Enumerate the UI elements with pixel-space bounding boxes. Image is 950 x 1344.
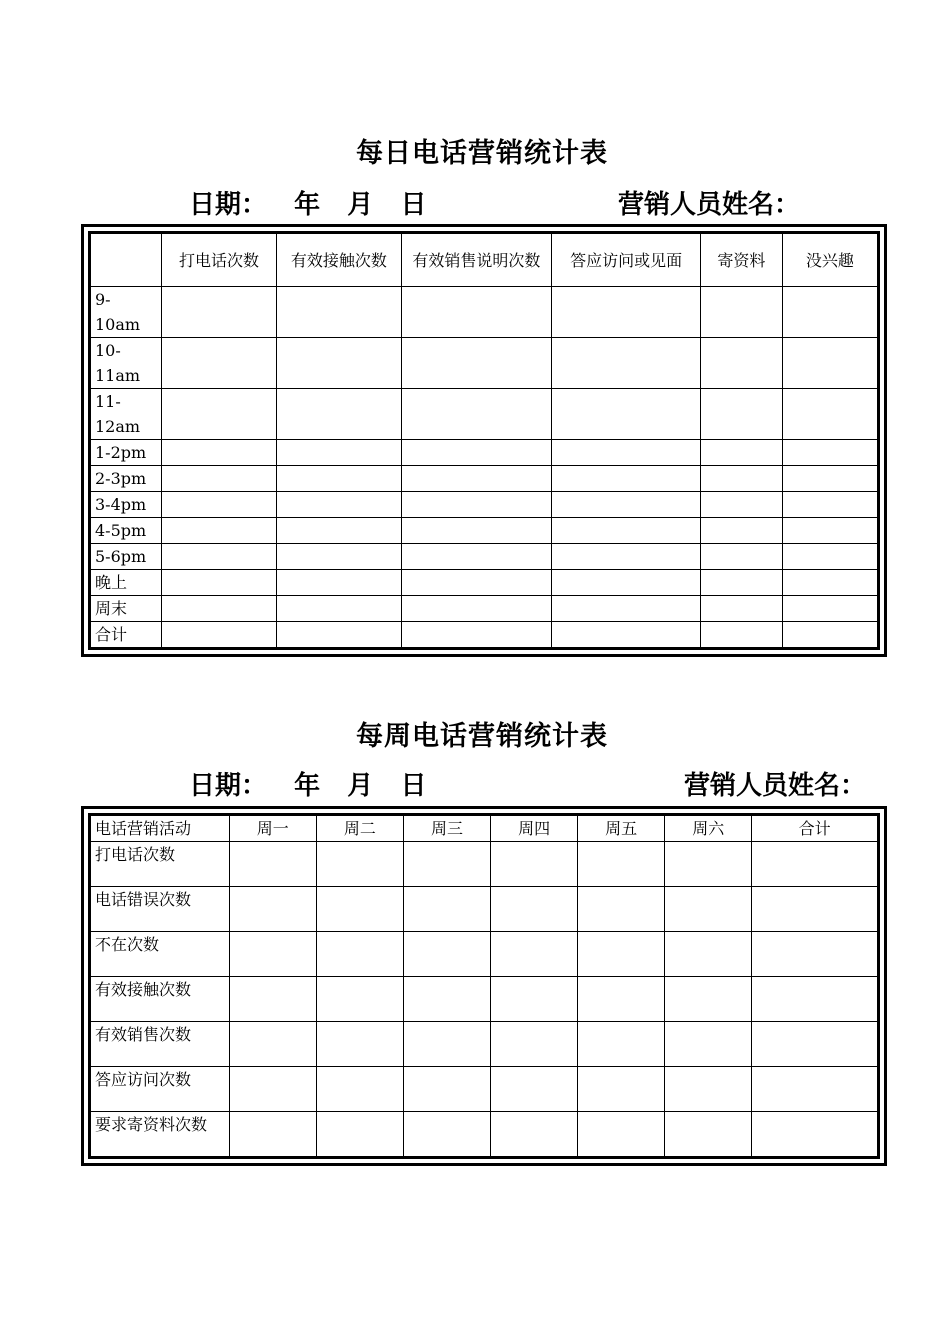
weekly-entry-cell[interactable]: [316, 1067, 403, 1112]
daily-entry-cell[interactable]: [161, 338, 276, 389]
daily-entry-cell[interactable]: [401, 389, 552, 440]
weekly-entry-cell[interactable]: [665, 1067, 752, 1112]
daily-table-row: [90, 622, 879, 649]
daily-entry-cell[interactable]: [161, 440, 276, 466]
daily-entry-cell[interactable]: [401, 287, 552, 338]
weekly-entry-cell[interactable]: [403, 1022, 490, 1067]
daily-table-row: [90, 570, 879, 596]
daily-entry-cell[interactable]: [700, 287, 782, 338]
weekly-entry-cell[interactable]: [578, 842, 665, 887]
daily-header-corner: [90, 233, 162, 287]
daily-entry-cell[interactable]: [277, 518, 401, 544]
weekly-activity-label: 有效接触次数: [90, 977, 230, 1022]
daily-entry-cell[interactable]: [552, 570, 701, 596]
weekly-entry-cell[interactable]: [578, 887, 665, 932]
daily-time-slot-label: 4-5pm: [90, 518, 162, 544]
daily-entry-cell[interactable]: [700, 518, 782, 544]
daily-entry-cell[interactable]: [552, 492, 701, 518]
weekly-entry-cell[interactable]: [665, 1022, 752, 1067]
daily-entry-cell[interactable]: [401, 570, 552, 596]
weekly-entry-cell[interactable]: [665, 977, 752, 1022]
daily-time-slot-label: 合计: [90, 622, 162, 649]
daily-table-row: [90, 466, 879, 492]
weekly-entry-cell[interactable]: [229, 1022, 316, 1067]
daily-entry-cell[interactable]: [552, 596, 701, 622]
daily-entry-cell[interactable]: [161, 622, 276, 649]
weekly-entry-cell[interactable]: [316, 1022, 403, 1067]
daily-entry-cell[interactable]: [700, 596, 782, 622]
weekly-entry-cell[interactable]: [752, 977, 879, 1022]
weekly-entry-cell[interactable]: [665, 932, 752, 977]
daily-time-slot-label: 11- 12am: [90, 389, 162, 440]
daily-entry-cell[interactable]: [277, 570, 401, 596]
weekly-entry-cell[interactable]: [752, 887, 879, 932]
daily-entry-cell[interactable]: [401, 518, 552, 544]
weekly-entry-cell[interactable]: [752, 1112, 879, 1158]
weekly-entry-cell[interactable]: [316, 842, 403, 887]
weekly-entry-cell[interactable]: [316, 932, 403, 977]
daily-stats-table: [81, 224, 887, 657]
daily-entry-cell[interactable]: [700, 622, 782, 649]
daily-table-row: [90, 596, 879, 622]
weekly-table-row: [90, 1022, 879, 1067]
daily-entry-cell[interactable]: [782, 518, 878, 544]
daily-entry-cell[interactable]: [161, 287, 276, 338]
daily-entry-cell[interactable]: [700, 440, 782, 466]
weekly-entry-cell[interactable]: [316, 1112, 403, 1158]
daily-table-row: [90, 518, 879, 544]
weekly-entry-cell[interactable]: [403, 932, 490, 977]
weekly-entry-cell[interactable]: [403, 887, 490, 932]
weekly-entry-cell[interactable]: [752, 932, 879, 977]
daily-entry-cell[interactable]: [782, 440, 878, 466]
daily-table-row: [90, 287, 879, 338]
daily-header-contacts: 有效接触次数: [277, 233, 401, 287]
weekly-table-row: [90, 1112, 879, 1158]
weekly-entry-cell[interactable]: [752, 842, 879, 887]
daily-entry-cell[interactable]: [782, 338, 878, 389]
daily-entry-cell[interactable]: [277, 338, 401, 389]
weekly-table-row: [90, 977, 879, 1022]
weekly-activity-label: 答应访问次数: [90, 1067, 230, 1112]
daily-header-not-interested: 没兴趣: [782, 233, 878, 287]
daily-entry-cell[interactable]: [161, 544, 276, 570]
weekly-header-total: 合计: [752, 815, 879, 842]
daily-entry-cell[interactable]: [401, 596, 552, 622]
daily-entry-cell[interactable]: [552, 338, 701, 389]
weekly-header-thu: 周四: [491, 815, 578, 842]
daily-table-row: [90, 389, 879, 440]
weekly-entry-cell[interactable]: [403, 842, 490, 887]
daily-entry-cell[interactable]: [161, 570, 276, 596]
weekly-entry-cell[interactable]: [229, 977, 316, 1022]
weekly-entry-cell[interactable]: [229, 887, 316, 932]
daily-header-row: [90, 233, 879, 287]
daily-title: 每日电话营销统计表: [356, 138, 608, 169]
daily-entry-cell[interactable]: [277, 544, 401, 570]
weekly-entry-cell[interactable]: [229, 842, 316, 887]
weekly-table-row: [90, 1067, 879, 1112]
daily-time-slot-label: 周末: [90, 596, 162, 622]
daily-entry-cell[interactable]: [700, 492, 782, 518]
daily-entry-cell[interactable]: [552, 466, 701, 492]
daily-entry-cell[interactable]: [277, 440, 401, 466]
weekly-entry-cell[interactable]: [752, 1022, 879, 1067]
daily-entry-cell[interactable]: [161, 389, 276, 440]
daily-time-slot-label: 10- 11am: [90, 338, 162, 389]
weekly-entry-cell[interactable]: [229, 1112, 316, 1158]
daily-table-row: [90, 440, 879, 466]
weekly-entry-cell[interactable]: [403, 1112, 490, 1158]
daily-entry-cell[interactable]: [782, 570, 878, 596]
weekly-table-row: [90, 887, 879, 932]
weekly-entry-cell[interactable]: [403, 977, 490, 1022]
weekly-date-label: 日期： 年 月 日: [189, 771, 427, 801]
weekly-header-activity: 电话营销活动: [90, 815, 230, 842]
weekly-header-row: [90, 815, 879, 842]
daily-entry-cell[interactable]: [401, 544, 552, 570]
daily-entry-cell[interactable]: [277, 389, 401, 440]
daily-entry-cell[interactable]: [782, 389, 878, 440]
weekly-entry-cell[interactable]: [491, 932, 578, 977]
daily-entry-cell[interactable]: [782, 622, 878, 649]
daily-entry-cell[interactable]: [401, 466, 552, 492]
daily-entry-cell[interactable]: [161, 466, 276, 492]
daily-entry-cell[interactable]: [782, 492, 878, 518]
daily-entry-cell[interactable]: [552, 389, 701, 440]
weekly-entry-cell[interactable]: [665, 1112, 752, 1158]
daily-entry-cell[interactable]: [700, 338, 782, 389]
weekly-header-wed: 周三: [403, 815, 490, 842]
daily-entry-cell[interactable]: [277, 287, 401, 338]
daily-entry-cell[interactable]: [161, 492, 276, 518]
weekly-entry-cell[interactable]: [578, 1067, 665, 1112]
weekly-header-fri: 周五: [578, 815, 665, 842]
weekly-entry-cell[interactable]: [491, 1022, 578, 1067]
daily-entry-cell[interactable]: [552, 287, 701, 338]
weekly-header-tue: 周二: [316, 815, 403, 842]
daily-table-row: [90, 338, 879, 389]
weekly-staff-name-label: 营销人员姓名：: [684, 771, 867, 801]
weekly-entry-cell[interactable]: [578, 977, 665, 1022]
daily-header-presentations: 有效销售说明次数: [401, 233, 552, 287]
daily-entry-cell[interactable]: [552, 518, 701, 544]
daily-header-calls: 打电话次数: [161, 233, 276, 287]
daily-entry-cell[interactable]: [700, 389, 782, 440]
daily-staff-name-label: 营销人员姓名：: [618, 190, 801, 220]
weekly-entry-cell[interactable]: [578, 932, 665, 977]
daily-entry-cell[interactable]: [161, 596, 276, 622]
daily-entry-cell[interactable]: [277, 596, 401, 622]
weekly-table-row: [90, 842, 879, 887]
daily-date-label: 日期： 年 月 日: [189, 190, 427, 220]
daily-entry-cell[interactable]: [277, 622, 401, 649]
weekly-entry-cell[interactable]: [403, 1067, 490, 1112]
weekly-entry-cell[interactable]: [578, 1022, 665, 1067]
weekly-title: 每周电话营销统计表: [356, 721, 608, 752]
weekly-activity-label: 有效销售次数: [90, 1022, 230, 1067]
daily-entry-cell[interactable]: [700, 570, 782, 596]
weekly-header-sat: 周六: [665, 815, 752, 842]
weekly-entry-cell[interactable]: [578, 1112, 665, 1158]
weekly-stats-table: [81, 806, 887, 1166]
weekly-activity-label: 电话错误次数: [90, 887, 230, 932]
daily-entry-cell[interactable]: [552, 440, 701, 466]
weekly-entry-cell[interactable]: [491, 1067, 578, 1112]
daily-time-slot-label: 3-4pm: [90, 492, 162, 518]
weekly-entry-cell[interactable]: [665, 887, 752, 932]
daily-entry-cell[interactable]: [401, 338, 552, 389]
weekly-entry-cell[interactable]: [491, 977, 578, 1022]
weekly-entry-cell[interactable]: [229, 1067, 316, 1112]
daily-entry-cell[interactable]: [782, 466, 878, 492]
weekly-activity-label: 打电话次数: [90, 842, 230, 887]
daily-table-row: [90, 492, 879, 518]
daily-time-slot-label: 1-2pm: [90, 440, 162, 466]
daily-entry-cell[interactable]: [700, 466, 782, 492]
weekly-entry-cell[interactable]: [316, 977, 403, 1022]
daily-entry-cell[interactable]: [401, 622, 552, 649]
daily-entry-cell[interactable]: [552, 544, 701, 570]
weekly-entry-cell[interactable]: [491, 842, 578, 887]
daily-entry-cell[interactable]: [700, 544, 782, 570]
daily-entry-cell[interactable]: [161, 518, 276, 544]
daily-entry-cell[interactable]: [782, 287, 878, 338]
daily-entry-cell[interactable]: [782, 596, 878, 622]
weekly-activity-label: 不在次数: [90, 932, 230, 977]
weekly-entry-cell[interactable]: [491, 1112, 578, 1158]
weekly-entry-cell[interactable]: [229, 932, 316, 977]
weekly-table-row: [90, 932, 879, 977]
daily-entry-cell[interactable]: [552, 622, 701, 649]
daily-entry-cell[interactable]: [401, 440, 552, 466]
daily-time-slot-label: 晚上: [90, 570, 162, 596]
daily-table-row: [90, 544, 879, 570]
daily-entry-cell[interactable]: [401, 492, 552, 518]
weekly-header-mon: 周一: [229, 815, 316, 842]
daily-time-slot-label: 2-3pm: [90, 466, 162, 492]
daily-time-slot-label: 5-6pm: [90, 544, 162, 570]
daily-entry-cell[interactable]: [782, 544, 878, 570]
weekly-entry-cell[interactable]: [752, 1067, 879, 1112]
weekly-entry-cell[interactable]: [316, 887, 403, 932]
weekly-entry-cell[interactable]: [491, 887, 578, 932]
daily-entry-cell[interactable]: [277, 492, 401, 518]
daily-header-appointments: 答应访问或见面: [552, 233, 701, 287]
daily-entry-cell[interactable]: [277, 466, 401, 492]
weekly-activity-label: 要求寄资料次数: [90, 1112, 230, 1158]
daily-time-slot-label: 9- 10am: [90, 287, 162, 338]
daily-header-send-materials: 寄资料: [700, 233, 782, 287]
weekly-entry-cell[interactable]: [665, 842, 752, 887]
